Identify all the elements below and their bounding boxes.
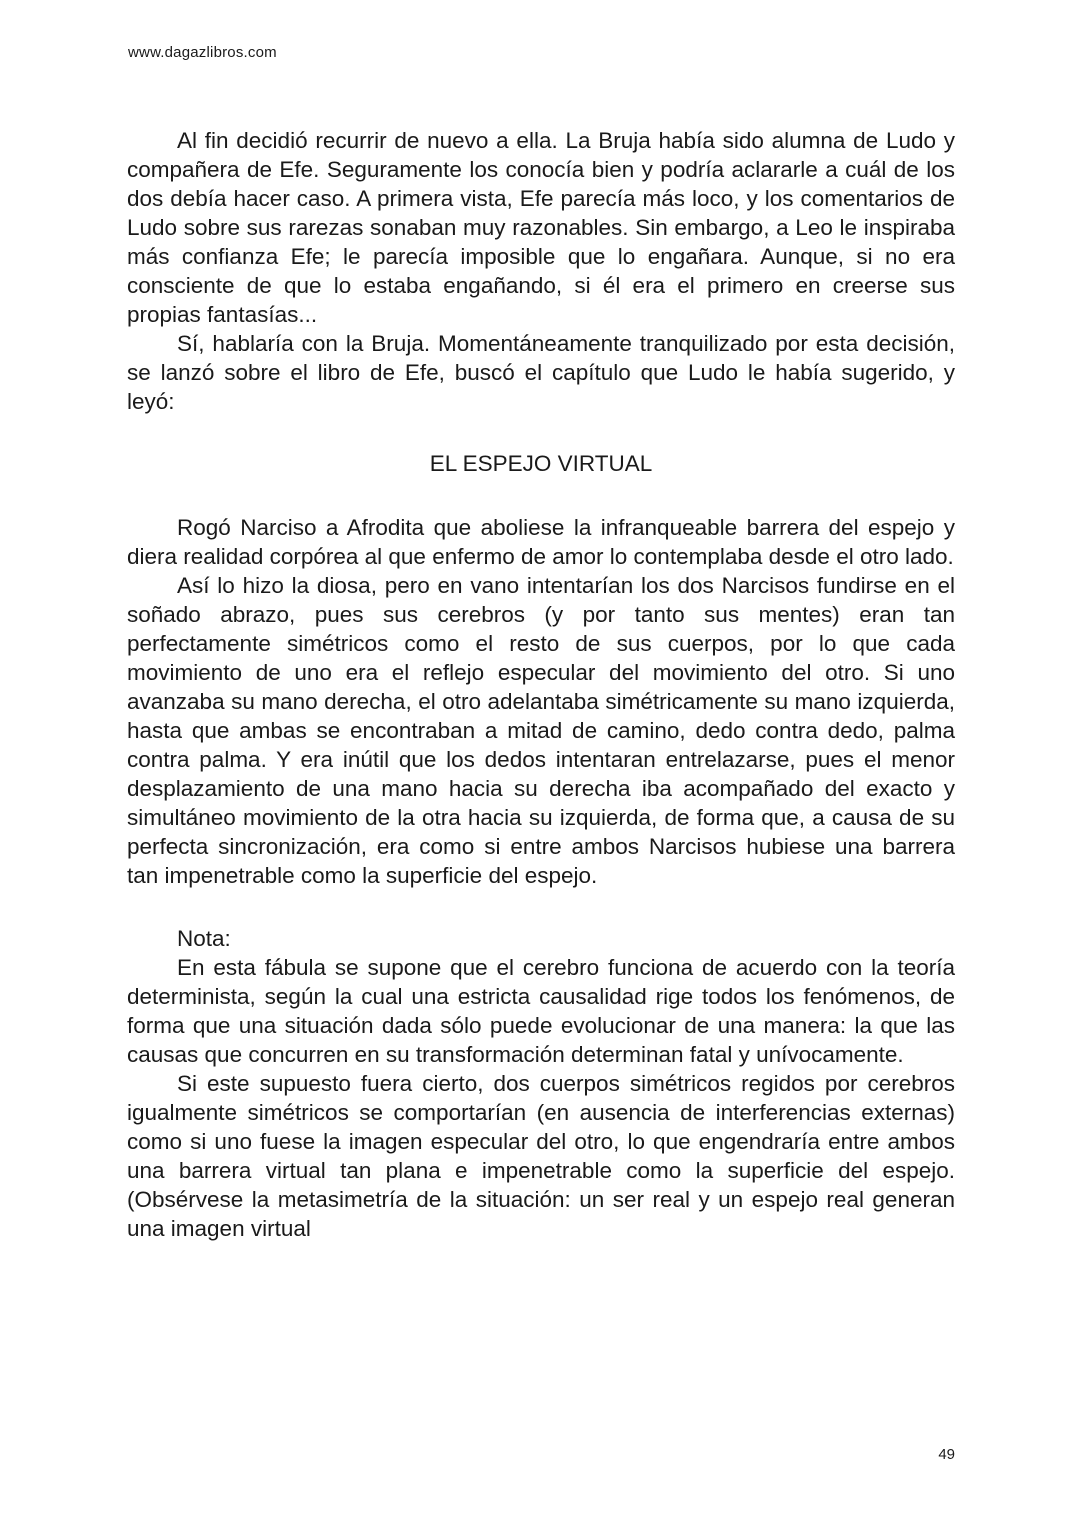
site-url: www.dagazlibros.com [128, 44, 277, 61]
paragraph-intro-bruja: Al fin decidió recurrir de nuevo a ella. La Bruja había sido alumna de Ludo y compañera de Efe. Seguramente los conocía bien y podría aclararle a cuál de los dos debía hacer caso. A primera vista, Efe parecía más loco, y los comentarios de Ludo sobre sus rarezas sonaban muy razonables. Sin embargo, a Leo le inspiraba más confianza Efe; le parecía imposible que lo engañara. Aunque, si no era consciente de que lo estaba engañando, si él era el primero en creerse sus propias fantasías... [127, 128, 955, 327]
paragraph-decision: Sí, hablaría con la Bruja. Momentáneamente tranquilizado por esta decisión, se lanzó sobre el libro de Efe, buscó el capítulo que Ludo le había sugerido, y leyó: [127, 331, 955, 414]
page-body [127, 126, 955, 1243]
paragraph-narciso-ruego: Rogó Narciso a Afrodita que aboliese la infranqueable barrera del espejo y diera realidad corpórea al que enfermo de amor lo contemplaba desde el otro lado. [127, 515, 955, 569]
paragraph-narcisos-simetria: Así lo hizo la diosa, pero en vano intentarían los dos Narcisos fundirse en el soñado abrazo, pues sus cerebros (y por tanto sus mentes) eran tan perfectamente simétricos como el resto de sus cuerpos, por lo que cada movimiento de uno era el reflejo especular del movimiento del otro. Si uno avanzaba su mano derecha, el otro adelantaba simétricamente su mano izquierda, hasta que ambas se encontraban a mitad de camino, dedo contra dedo, palma contra palma. Y era inútil que los dedos intentaran entrelazarse, pues el menor desplazamiento de una mano hacia su derecha iba acompañado del exacto y simultáneo movimiento de la otra hacia su izquierda, de forma que, a causa de su perfecta sincronización, era como si entre ambos Narcisos hubiese una barrera tan impenetrable como la superficie del espejo. [127, 573, 955, 888]
paragraph-nota-supuesto: Si este supuesto fuera cierto, dos cuerpos simétricos regidos por cerebros igualmente simétricos se comportarían (en ausencia de interferencias externas) como si uno fuese la imagen especular del otro, lo que engendraría entre ambos una barrera virtual tan plana e impenetrable como la superficie del espejo. (Obsérvese la metasimetría de la situación: un ser real y un espejo real generan una imagen virtual [127, 1071, 955, 1241]
section-heading: EL ESPEJO VIRTUAL [429, 451, 653, 476]
paragraph-nota-label: Nota: [177, 926, 231, 951]
page-number: 49 [938, 1446, 955, 1463]
paragraph-nota-determinismo: En esta fábula se supone que el cerebro funciona de acuerdo con la teoría determinista, según la cual una estricta causalidad rige todos los fenómenos, de forma que una situación dada sólo puede evolucionar de una manera: la que las causas que concurren en su transformación determinan fatal y unívocamente. [127, 955, 955, 1067]
